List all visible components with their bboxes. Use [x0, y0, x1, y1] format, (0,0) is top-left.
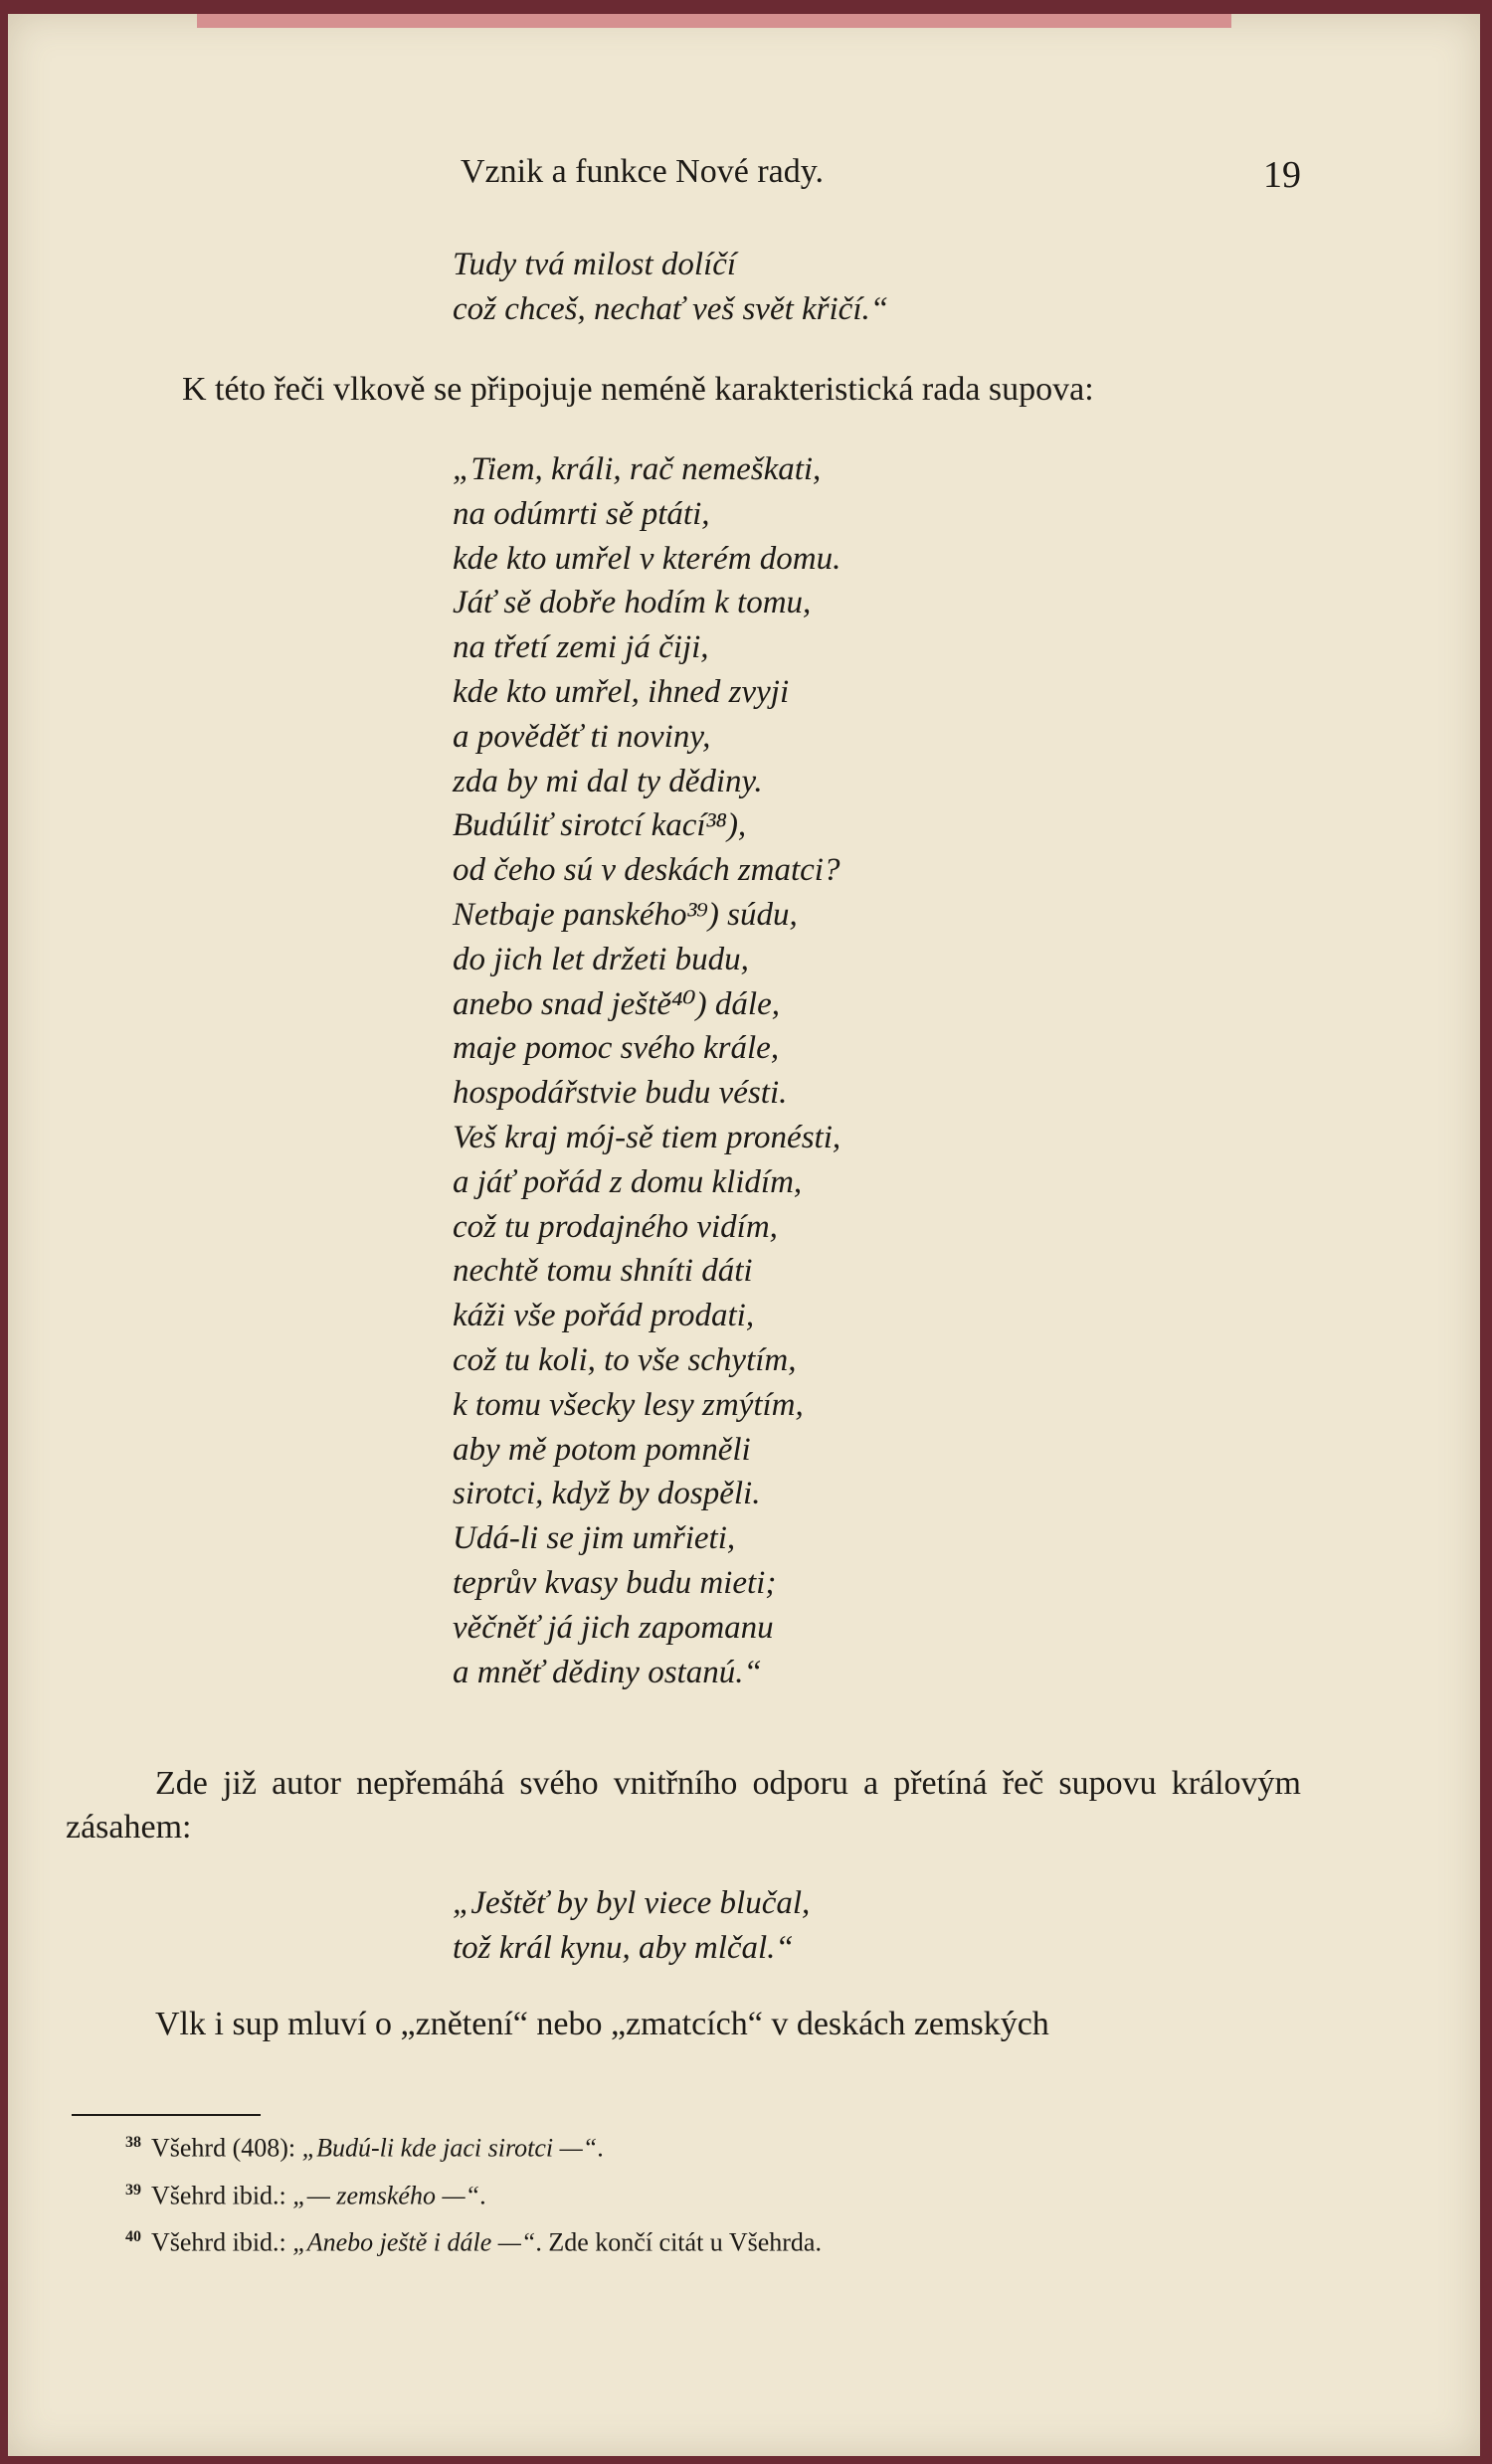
- verse-line: aby mě potom pomněli: [453, 1431, 751, 1468]
- verse-line: zda by mi dal ty dědiny.: [453, 763, 763, 799]
- paragraph-3-text: Vlk i sup mluví o „znětení“ nebo „zmatcích“ v deskách zemských: [155, 2006, 1049, 2042]
- verse-line: Veš kraj mój-sě tiem pronésti,: [453, 1119, 841, 1155]
- footnote-tail: . Zde končí citát u Všehrda.: [535, 2227, 822, 2257]
- verse-line: káži vše pořád prodati,: [453, 1298, 755, 1334]
- footnote-quote: „Anebo ještě i dále —“: [292, 2227, 536, 2257]
- page-top-edge: [197, 14, 1231, 28]
- verse-line: „Tiem, králi, rač nemeškati,: [453, 451, 822, 487]
- verse-line: kde kto umřel v kterém domu.: [453, 540, 841, 577]
- running-title: Vznik a funkce Nové rady.: [461, 153, 825, 190]
- footnotes: [125, 2122, 822, 2264]
- footnote-lead: Všehrd (408):: [151, 2133, 302, 2163]
- verse-line: a pověděť ti noviny,: [453, 718, 711, 755]
- verse-line: což tu prodajného vidím,: [453, 1208, 778, 1245]
- footnote-tail: .: [597, 2133, 604, 2163]
- footnote-rule: [72, 2114, 261, 2116]
- verse-line: anebo snad ještě⁴⁰) dále,: [453, 985, 780, 1022]
- footnote-quote: „Budú-li kde jaci sirotci —“: [301, 2133, 598, 2163]
- verse-line: tož král kynu, aby mlčal.“: [453, 1929, 794, 1966]
- footnote-tail: .: [479, 2181, 486, 2210]
- verse-block-2: [453, 447, 840, 1694]
- verse-line: nechtě tomu shníti dáti: [453, 1253, 753, 1290]
- footnote-lead: Všehrd ibid.:: [151, 2181, 293, 2210]
- footnote-number: 39: [125, 2181, 141, 2199]
- verse-line: a jáť pořád z domu klidím,: [453, 1163, 803, 1200]
- footnote-quote: „— zemského —“: [292, 2181, 480, 2210]
- paragraph-2-text: Zde již autor nepřemáhá svého vnitřního odporu a přetíná řeč supovu královým zásahem:: [66, 1765, 1301, 1846]
- paragraph-2: [66, 1762, 1301, 1849]
- footnote-39: [125, 2170, 822, 2217]
- intro-paragraph: [182, 368, 1301, 412]
- verse-line: maje pomoc svého krále,: [453, 1030, 780, 1067]
- verse-line: Budúliť sirotcí kací³⁸),: [453, 807, 747, 844]
- footnote-38: [125, 2122, 822, 2170]
- verse-line: na odúmrti sě ptáti,: [453, 495, 710, 532]
- verse-line: což tu koli, to vše schytím,: [453, 1341, 797, 1378]
- footnote-number: 38: [125, 2134, 141, 2151]
- verse-line: na třetí zemi já čiji,: [453, 629, 709, 666]
- verse-line: Tudy tvá milost dolíčí: [453, 247, 737, 282]
- verse-line: Udá-li se jim umřieti,: [453, 1520, 736, 1557]
- verse-line: k tomu všecky lesy zmýtím,: [453, 1386, 804, 1423]
- verse-line: do jich let držeti budu,: [453, 941, 749, 977]
- footnote-40: [125, 2216, 822, 2264]
- book-page: [8, 14, 1480, 2456]
- footnote-number: 40: [125, 2228, 141, 2246]
- verse-line: což chceš, nechať veš svět křičí.“: [453, 290, 889, 327]
- footnote-lead: Všehrd ibid.:: [151, 2227, 293, 2257]
- verse-line: sirotci, když by dospěli.: [453, 1476, 761, 1512]
- verse-line: hospodářstvie budu vésti.: [453, 1075, 788, 1112]
- paragraph-3: [66, 2003, 1301, 2046]
- verse-line: Jáť sě dobře hodím k tomu,: [453, 585, 812, 621]
- verse-line: „Ještěť by byl viece blučal,: [453, 1885, 811, 1921]
- verse-line: od čeho sú v deskách zmatci?: [453, 852, 840, 889]
- verse-block-3: [453, 1881, 810, 1971]
- verse-line: Netbaje panského³⁹) súdu,: [453, 896, 798, 933]
- page-number: 19: [1263, 154, 1301, 196]
- verse-line: věčněť já jich zapomanu: [453, 1609, 774, 1646]
- intro-text: K této řeči vlkově se připojuje neméně karakteristická rada supova:: [182, 371, 1094, 408]
- verse-line: teprův kvasy budu mieti;: [453, 1564, 777, 1601]
- verse-line: kde kto umřel, ihned zvyji: [453, 673, 790, 710]
- verse-block-1: [453, 243, 888, 332]
- verse-line: a mněť dědiny ostanú.“: [453, 1654, 762, 1690]
